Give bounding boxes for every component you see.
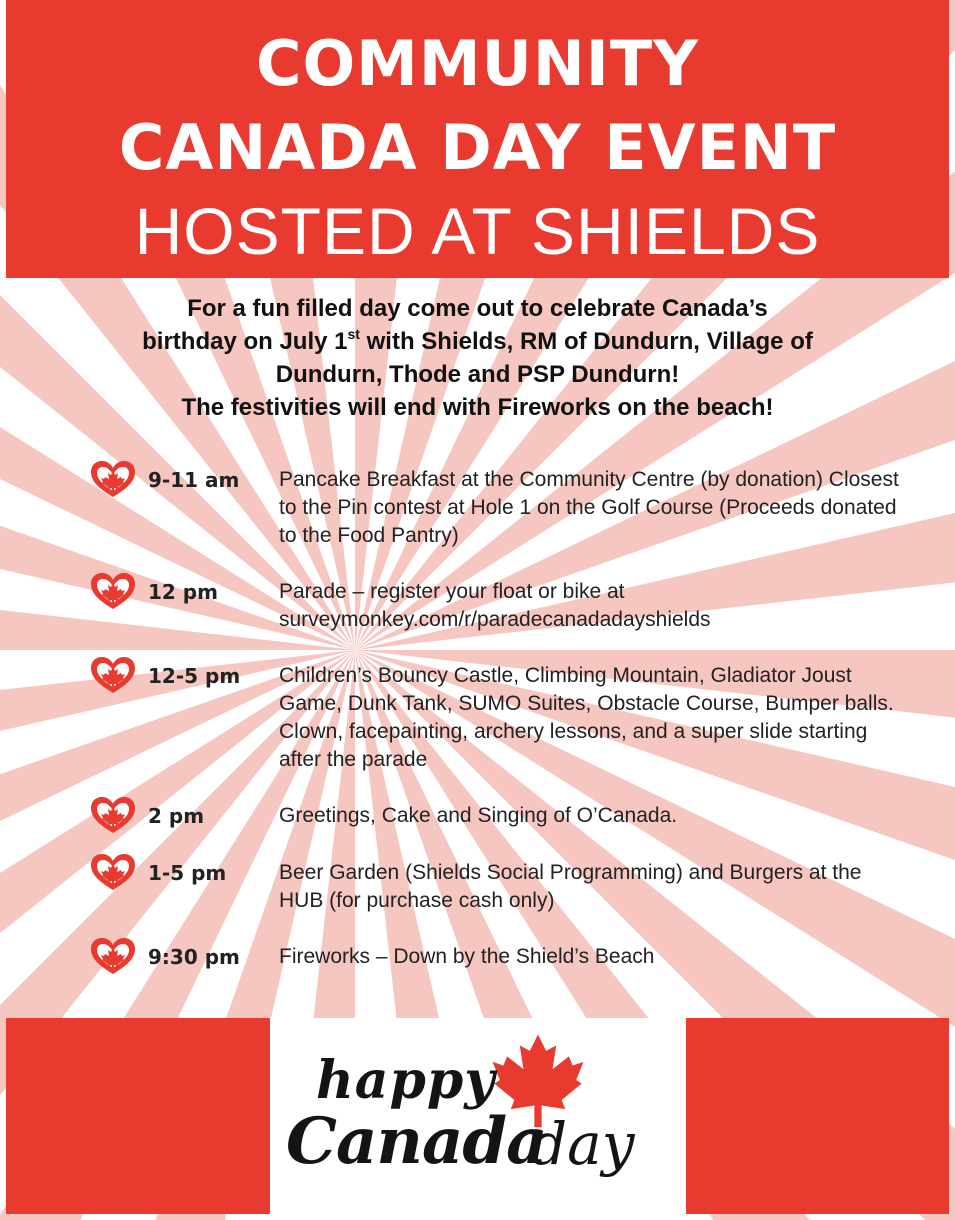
title-community: COMMUNITY: [255, 27, 700, 100]
heart-maple-leaf-icon: [88, 853, 138, 893]
title-event: CANADA DAY EVENT: [118, 111, 837, 184]
schedule-time: 12-5 pm: [148, 664, 241, 688]
schedule-time: 2 pm: [148, 804, 205, 828]
schedule-description: Parade – register your float or bike at surveymonkey.com/r/paradecanadadayshields: [279, 580, 711, 631]
schedule-description: Greetings, Cake and Singing of O’Canada.: [279, 804, 678, 827]
title-hosted: HOSTED AT SHIELDS: [134, 194, 821, 268]
footer-day-text: day: [530, 1110, 635, 1178]
heart-maple-leaf-icon: [88, 460, 138, 500]
footer-canada-text: Canada: [286, 1104, 547, 1179]
intro-line: The festivities will end with Fireworks on the beach!: [181, 394, 774, 421]
intro-text: [40, 292, 915, 424]
schedule-time: 12 pm: [148, 580, 218, 604]
schedule-time: 1-5 pm: [148, 861, 227, 885]
footer-red-block-right: [686, 1018, 949, 1214]
schedule-description: Beer Garden (Shields Social Programming) and Burgers at the HUB (for purchase cash only): [279, 861, 862, 912]
footer-happy-text: happy: [316, 1050, 496, 1111]
intro-line-part: birthday on July 1: [142, 328, 348, 355]
title-banner: [6, 0, 949, 278]
heart-maple-leaf-icon: [88, 796, 138, 836]
schedule-time: 9-11 am: [148, 468, 240, 492]
intro-line: Dundurn, Thode and PSP Dundurn!: [275, 361, 680, 388]
schedule-description: Pancake Breakfast at the Community Centre (by donation) Closest to the Pin contest at Hole 1 on the Golf Course (Proceeds donated to the Food Pantry): [279, 468, 899, 547]
intro-line-part: with Shields, RM of Dundurn, Village of: [359, 328, 813, 355]
heart-maple-leaf-icon: [88, 572, 138, 612]
schedule-description: Fireworks – Down by the Shield’s Beach: [279, 945, 655, 968]
schedule-description: Children’s Bouncy Castle, Climbing Mountain, Gladiator Joust Game, Dunk Tank, SUMO Suites, Obstacle Course, Bumper balls. Clown, facepainting, archery lessons, and a super slide starting after the parade: [279, 664, 894, 771]
intro-line: [40, 325, 915, 358]
heart-maple-leaf-icon: [88, 656, 138, 696]
intro-superscript: st: [347, 326, 360, 342]
footer-red-block-left: [6, 1018, 270, 1214]
intro-line: For a fun filled day come out to celebrate Canada’s: [187, 295, 768, 322]
schedule-time: 9:30 pm: [148, 945, 240, 969]
heart-maple-leaf-icon: [88, 937, 138, 977]
